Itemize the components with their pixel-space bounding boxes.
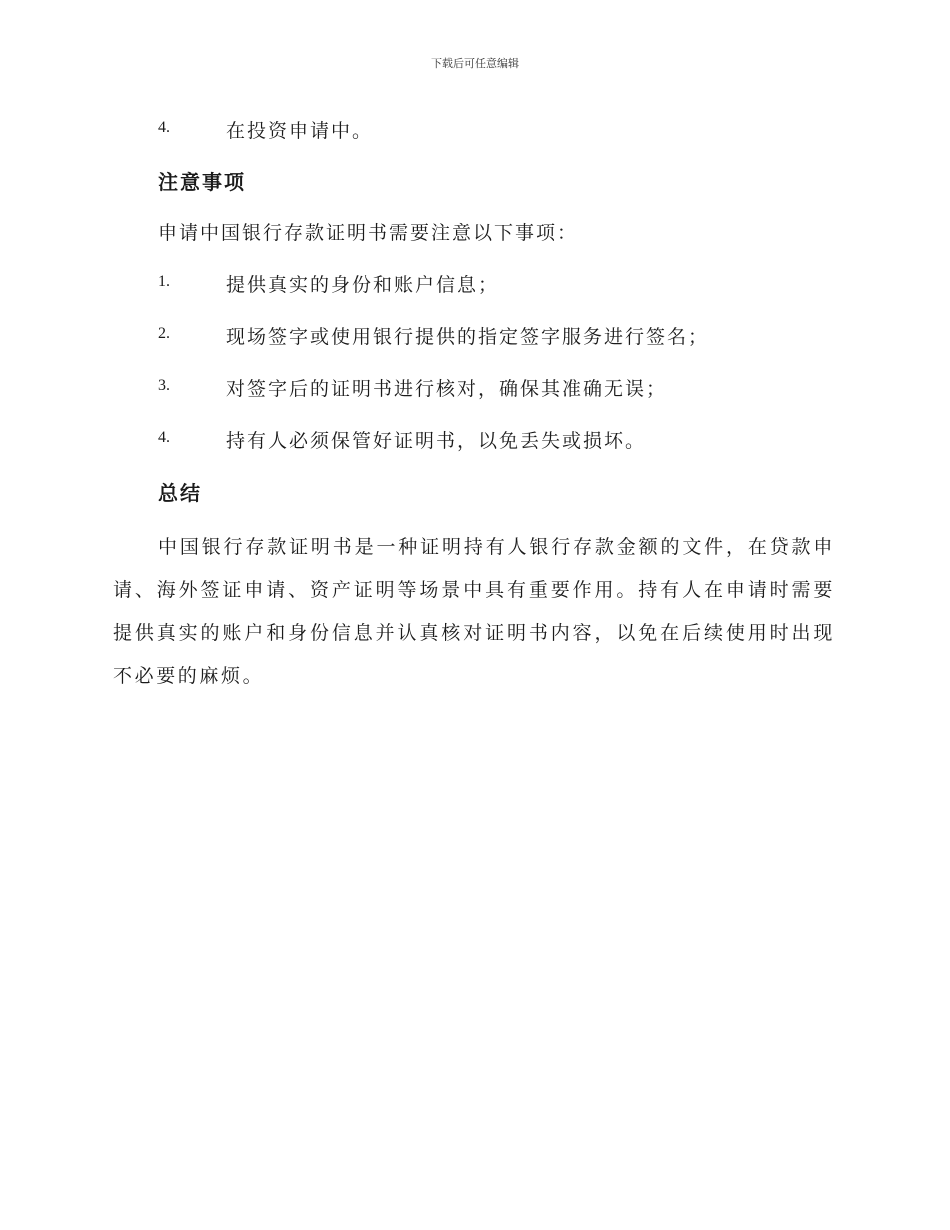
list-number: 2.: [158, 325, 170, 342]
summary-paragraph: 中国银行存款证明书是一种证明持有人银行存款金额的文件，在贷款申请、海外签证申请、资产证明等场景中具有重要作用。持有人在申请时需要提供真实的账户和身份信息并认真核对证明书内容，以免在后续使用时出现不必要的麻烦。: [113, 536, 835, 687]
list-item: [0, 374, 950, 404]
list-number: 4.: [158, 429, 170, 446]
list-number: 1.: [158, 273, 170, 290]
list-text: 现场签字或使用银行提供的指定签字服务进行签名；: [226, 326, 710, 348]
summary-heading: 总结: [158, 481, 202, 505]
list-text: 持有人必须保管好证明书，以免丢失或损坏。: [226, 430, 647, 452]
notes-intro: 申请中国银行存款证明书需要注意以下事项：: [158, 222, 579, 244]
list-number: 4.: [158, 119, 170, 136]
list-text: 提供真实的身份和账户信息；: [226, 274, 500, 296]
list-item: [0, 322, 950, 352]
list-item: [0, 426, 950, 456]
list-item: [0, 116, 950, 146]
page-header: 下载后可任意编辑: [431, 57, 519, 70]
list-text: 对签字后的证明书进行核对，确保其准确无误；: [226, 378, 668, 400]
notes-heading: 注意事项: [158, 170, 246, 194]
list-number: 3.: [158, 377, 170, 394]
list-text: 在投资申请中。: [226, 120, 374, 142]
list-item: [0, 270, 950, 300]
